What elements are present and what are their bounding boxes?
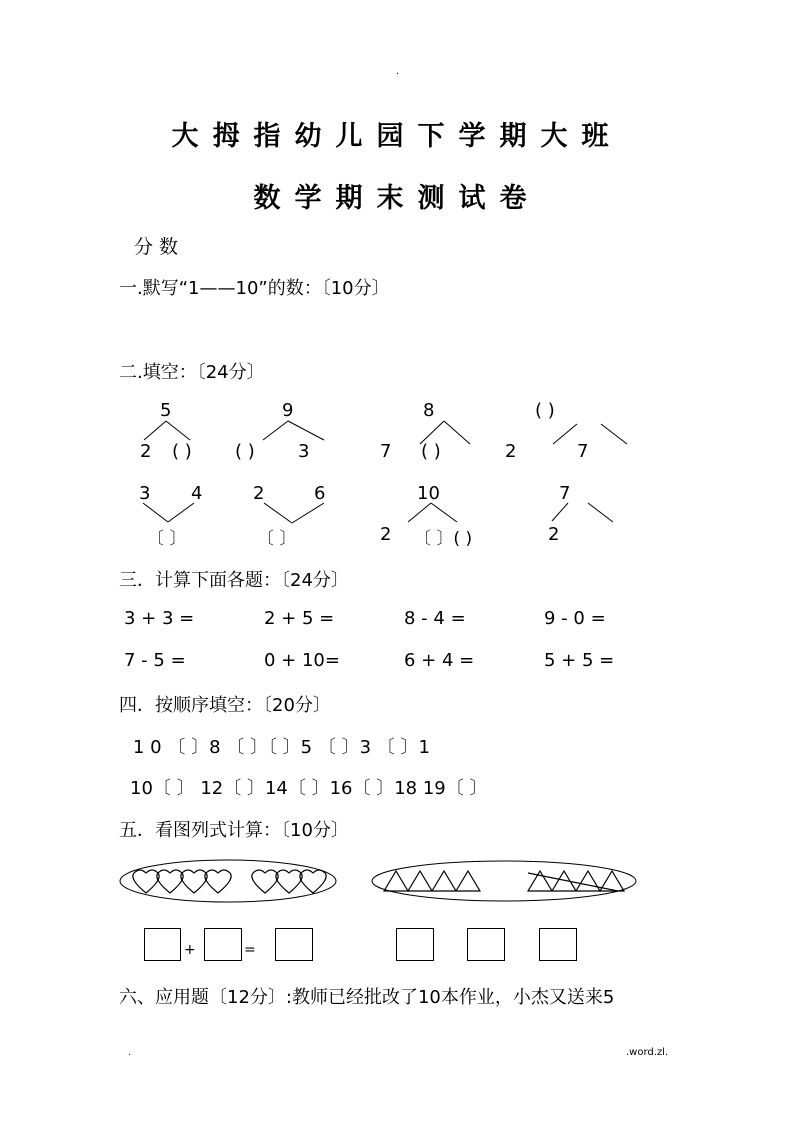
page-title: 大拇指幼儿园下学期大班: [171, 121, 623, 152]
bond6-right: 6: [314, 483, 326, 504]
section1-heading: 一.默写“1——10”的数：〔10分〕: [119, 278, 390, 299]
section5-heading: 五．看图列式计算：〔10分〕: [119, 820, 349, 841]
bond2-top: 9: [282, 400, 294, 421]
calc-item: 8 - 4 =: [404, 608, 466, 629]
bond4-left: 2: [505, 441, 517, 462]
heart-icon-group: [133, 870, 326, 893]
calc-item: 7 - 5 =: [124, 650, 186, 671]
bond4-right: 7: [577, 441, 589, 462]
calc-item: 2 + 5 =: [264, 608, 335, 629]
bond5-right: 4: [191, 483, 203, 504]
triangle-icon: [456, 871, 480, 891]
footer-right: .word.zl.: [626, 1047, 669, 1058]
bond6-bottom[interactable]: 〔 〕: [257, 529, 297, 549]
calc-item: 3 + 3 =: [124, 608, 195, 629]
heart-icon: [205, 870, 231, 893]
heart-icon: [157, 870, 183, 893]
cross-out-line: [528, 873, 618, 891]
triangle-icon: [552, 871, 576, 891]
bond5-bottom[interactable]: 〔 〕: [147, 529, 187, 549]
sequence-row-2[interactable]: 10〔 〕 12〔 〕14〔 〕16〔 〕18 19〔 〕: [130, 778, 488, 799]
equals-sign: =: [244, 942, 256, 958]
hearts-oval: [120, 860, 336, 902]
heart-icon: [300, 870, 326, 893]
bond1-top: 5: [160, 400, 172, 421]
triangle-icon: [576, 871, 600, 891]
answer-box-1[interactable]: [144, 928, 181, 961]
heart-icon: [276, 870, 302, 893]
answer-box-4[interactable]: [396, 928, 434, 961]
calc-item: 5 + 5 =: [544, 650, 615, 671]
bond8-left: 2: [548, 524, 560, 545]
plus-sign: +: [184, 942, 196, 958]
bond7-left: 2: [380, 524, 392, 545]
answer-box-2[interactable]: [204, 928, 242, 961]
bond8-top: 7: [559, 483, 571, 504]
bond1-right[interactable]: ( ): [172, 441, 192, 462]
section3-heading: 三．计算下面各题：〔24分〕: [119, 570, 349, 591]
bond1-left: 2: [140, 441, 152, 462]
bond3-left: 7: [380, 441, 392, 462]
triangle-icon: [432, 871, 456, 891]
heart-icon: [181, 870, 207, 893]
sequence-row-1[interactable]: 1 0 〔 〕8 〔 〕〔 〕5 〔 〕3 〔 〕1: [133, 737, 430, 758]
bond2-right: 3: [298, 441, 310, 462]
triangle-icon: [384, 871, 408, 891]
bond5-left: 3: [139, 483, 151, 504]
heart-icon: [133, 870, 159, 893]
calc-item: 6 + 4 =: [404, 650, 475, 671]
bond4-top[interactable]: ( ): [535, 400, 555, 421]
section6-heading: 六、应用题〔12分〕:教师已经批改了10本作业，小杰又送来5: [119, 987, 615, 1008]
header-dot: .: [396, 66, 400, 77]
calc-item: 9 - 0 =: [544, 608, 606, 629]
section2-heading: 二.填空：〔24分〕: [119, 362, 265, 383]
bond2-left[interactable]: ( ): [235, 441, 255, 462]
heart-icon: [252, 870, 278, 893]
section4-heading: 四．按顺序填空：〔20分〕: [119, 695, 331, 716]
bond7-right[interactable]: 〔 〕( ): [414, 529, 473, 549]
answer-box-3[interactable]: [275, 928, 313, 961]
bond7-top: 10: [417, 483, 440, 504]
triangle-icon-group: [384, 871, 624, 891]
calc-item: 0 + 10=: [264, 650, 340, 671]
triangles-oval: [372, 861, 636, 901]
page-subtitle: 数学期末测试卷: [253, 183, 541, 214]
bond6-left: 2: [253, 483, 265, 504]
bond3-right[interactable]: ( ): [421, 441, 441, 462]
score-label: 分 数: [134, 236, 179, 258]
answer-box-5[interactable]: [467, 928, 505, 961]
answer-box-6[interactable]: [539, 928, 577, 961]
bond3-top: 8: [423, 400, 435, 421]
triangle-icon: [408, 871, 432, 891]
footer-left: .: [128, 1047, 132, 1058]
